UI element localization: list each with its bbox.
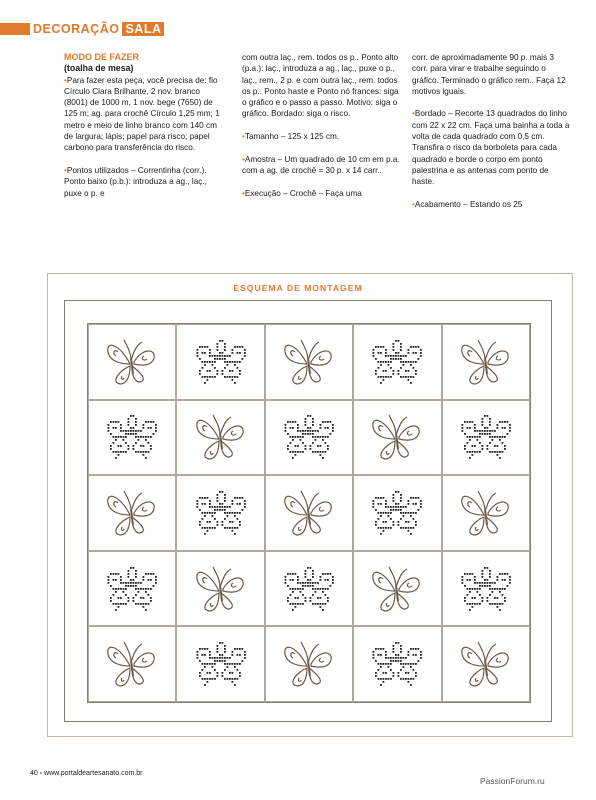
grid-square-embroidered (353, 551, 441, 627)
crochet-butterfly-icon (279, 561, 339, 617)
grid-square-embroidered (265, 475, 353, 551)
embroidered-butterfly-icon (367, 409, 427, 465)
embroidered-butterfly-icon (456, 334, 516, 390)
crochet-butterfly-icon (367, 485, 427, 541)
embroidered-butterfly-icon (279, 485, 339, 541)
grid-square-embroidered (442, 475, 530, 551)
embroidery-paragraph: • Bordado – Recorte 13 quadrados do linho com 22 x 22 cm. Faça uma bainha a toda a volta de cada quadrado com 0,5 cm. Transfira o risco da borboleta para cada quadrado e borde o corpo em ponto palestrina e as antenas com ponto de haste. (412, 108, 570, 187)
page-footer: 40 - www.portaldeartesanato.com.br (30, 770, 143, 777)
grid-square-crochet (88, 551, 176, 627)
crochet-butterfly-icon (367, 334, 427, 390)
grid-square-embroidered (442, 324, 530, 400)
execution-paragraph: • Execução – Crochê – Faça uma (242, 188, 400, 199)
crochet-butterfly-icon (102, 409, 162, 465)
execution-continued: corr. de aproximadamente 90 p. mais 3 corr. para virar e trabalhe seguindo o gráfico. Terminado o gráfico rem.. Faça 12 motivos iguais. (412, 53, 566, 96)
assembly-diagram-title: ESQUEMA DE MONTAGEM (233, 283, 363, 293)
embroidered-butterfly-icon (102, 636, 162, 692)
subsection-label: SALA (122, 22, 164, 36)
materials-paragraph: • Para fazer esta peça, você precisa de: fio Círculo Clara Brilhante, 2 nov. branco (8001) de 1000 m, 1 nov. bege (7650) de 125 m; ag. para crochê Círculo 1,25 mm; 1 metro e meio de linho branco com 140 cm de largura; lápis; papel para risco; papel carbono para transferência do risco. (64, 75, 222, 154)
crochet-butterfly-icon (279, 409, 339, 465)
grid-square-crochet (88, 400, 176, 476)
embroidered-butterfly-icon (456, 636, 516, 692)
grid-square-embroidered (176, 400, 264, 476)
grid-square-crochet (442, 551, 530, 627)
grid-square-crochet (353, 324, 441, 400)
grid-square-crochet (265, 400, 353, 476)
grid-square-crochet (442, 400, 530, 476)
text-column-3 (412, 52, 570, 210)
embroidered-butterfly-icon (102, 485, 162, 541)
grid-square-embroidered (265, 626, 353, 702)
crochet-butterfly-icon (102, 561, 162, 617)
crochet-butterfly-icon (191, 485, 251, 541)
embroidered-butterfly-icon (279, 636, 339, 692)
footer-site: www.portaldeartesanato.com.br (44, 770, 143, 777)
grid-square-embroidered (265, 324, 353, 400)
instructions-subtitle: (toalha de mesa) (64, 63, 134, 74)
grid-square-crochet (176, 626, 264, 702)
header-bar (0, 23, 30, 35)
grid-square-embroidered (176, 551, 264, 627)
grid-square-embroidered (353, 400, 441, 476)
embroidered-butterfly-icon (456, 485, 516, 541)
crochet-butterfly-icon (456, 561, 516, 617)
grid-square-embroidered (442, 626, 530, 702)
grid-square-embroidered (88, 475, 176, 551)
grid-square-crochet (176, 324, 264, 400)
text-column-1 (64, 52, 222, 199)
grid-square-crochet (353, 475, 441, 551)
page-number: 40 (30, 770, 38, 777)
grid-square-crochet (176, 475, 264, 551)
crochet-butterfly-icon (367, 636, 427, 692)
crochet-butterfly-icon (191, 334, 251, 390)
crochet-butterfly-icon (456, 409, 516, 465)
text-column-2 (242, 52, 400, 199)
grid-square-embroidered (88, 626, 176, 702)
stitches-paragraph: • Pontos utilizados – Correntinha (corr.). Ponto baixo (p.b.): introduza a ag., laç., puxe o p. e (64, 165, 222, 199)
grid-square-crochet (265, 551, 353, 627)
grid-square-crochet (353, 626, 441, 702)
embroidered-butterfly-icon (102, 334, 162, 390)
instructions-title: MODO DE FAZER (64, 52, 140, 62)
grid-square-embroidered (88, 324, 176, 400)
embroidered-butterfly-icon (191, 561, 251, 617)
section-label: DECORAÇÃO (33, 22, 120, 36)
watermark: PassionForum.ru (480, 776, 545, 786)
embroidered-butterfly-icon (191, 409, 251, 465)
stitches-continued: com outra laç., rem. todos os p.. Ponto alto (p.a.): laç., introduza a ag., laç., puxe o p., laç., rem., 2 p. e com outra laç., rem. todos os p.. Ponto haste e Ponto nó frances: siga o gráfico e o passo a passo. Motivo: siga o gráfico. Bordado: siga o risco. (242, 53, 399, 119)
embroidered-butterfly-icon (367, 561, 427, 617)
crochet-butterfly-icon (191, 636, 251, 692)
tablecloth-square-grid (87, 323, 531, 703)
size-paragraph: • Tamanho – 125 x 125 cm. (242, 131, 400, 142)
embroidered-butterfly-icon (279, 334, 339, 390)
gauge-paragraph: • Amostra – Um quadrado de 10 cm em p.a. com a ag. de crochê = 30 p. x 14 carr.. (242, 154, 400, 177)
finishing-paragraph: • Acabamento – Estando os 25 (412, 199, 570, 210)
section-header (0, 22, 164, 36)
